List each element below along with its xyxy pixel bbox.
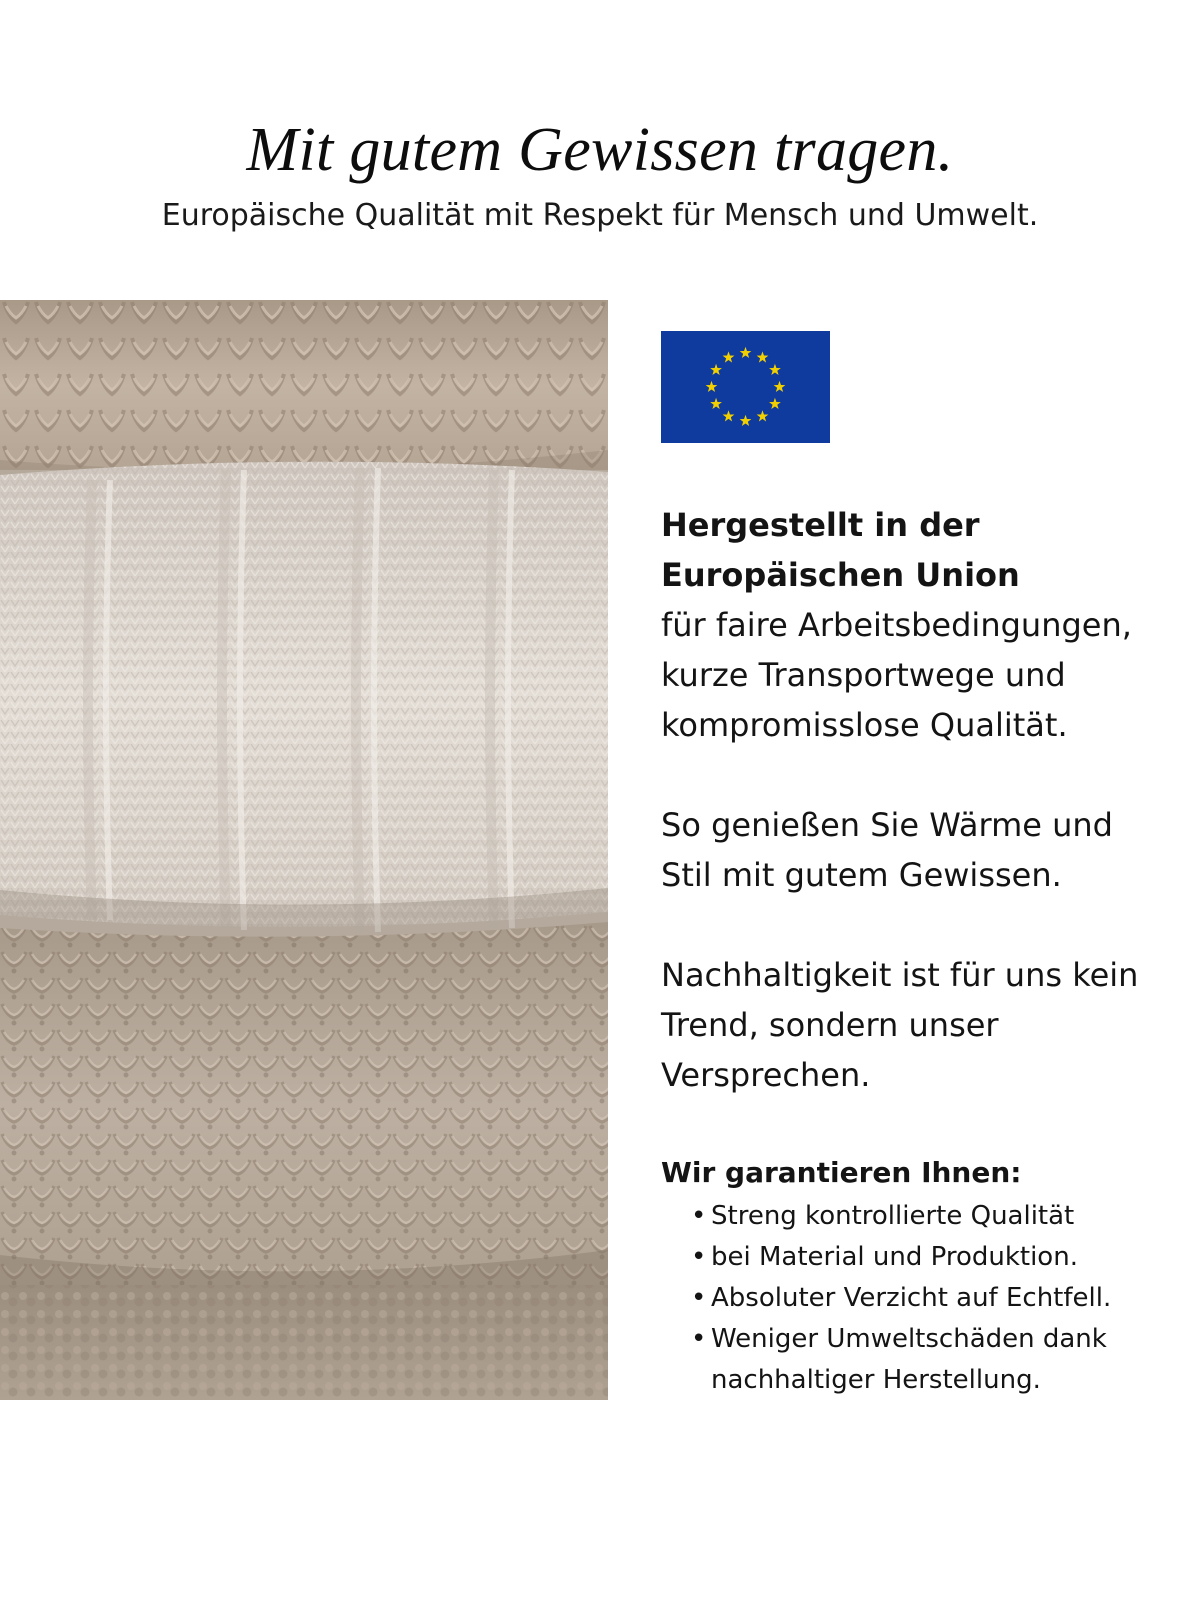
sustainability-line3: Versprechen. bbox=[661, 1056, 871, 1094]
guarantee-item bbox=[689, 1278, 1181, 1319]
warmth-paragraph bbox=[661, 800, 1181, 900]
sustainability-line2: Trend, sondern unser bbox=[661, 1006, 999, 1044]
guarantee-item bbox=[689, 1237, 1181, 1278]
headline: Mit gutem Gewissen tragen. bbox=[246, 116, 954, 184]
guarantee-list bbox=[661, 1196, 1181, 1401]
eu-flag-icon bbox=[661, 331, 830, 443]
sustainability-line1: Nachhaltigkeit ist für uns kein bbox=[661, 956, 1139, 994]
eu-body bbox=[661, 600, 1181, 750]
knit-sweater-stack-icon bbox=[0, 300, 608, 1400]
sustainability-paragraph bbox=[661, 950, 1181, 1100]
subheadline: Europäische Qualität mit Respekt für Mensch und Umwelt. bbox=[161, 198, 1039, 233]
bullet-icon: • bbox=[691, 1242, 707, 1272]
warmth-line1: So genießen Sie Wärme und bbox=[661, 806, 1113, 844]
eu-production-text bbox=[661, 500, 1181, 1100]
bullet-icon: • bbox=[691, 1283, 707, 1313]
guarantee-item-text: Absoluter Verzicht auf Echtfell. bbox=[711, 1283, 1112, 1313]
eu-body-line2: kurze Transportwege und bbox=[661, 656, 1066, 694]
guarantee-title: Wir garantieren Ihnen: bbox=[661, 1156, 1022, 1189]
guarantee-item-text: Weniger Umweltschäden dank bbox=[711, 1324, 1107, 1354]
guarantee-item-text: Streng kontrollierte Qualität bbox=[711, 1201, 1075, 1231]
knit-sweater-stack-image bbox=[0, 300, 608, 1400]
guarantee-section bbox=[661, 1152, 1181, 1401]
eu-heading-line2: Europäischen Union bbox=[661, 556, 1020, 594]
guarantee-item bbox=[689, 1196, 1181, 1237]
eu-body-line1: für faire Arbeitsbedingungen, bbox=[661, 606, 1132, 644]
eu-heading bbox=[661, 500, 1181, 600]
warmth-line2: Stil mit gutem Gewissen. bbox=[661, 856, 1062, 894]
bullet-icon: • bbox=[691, 1324, 707, 1354]
eu-body-line3: kompromisslose Qualität. bbox=[661, 706, 1068, 744]
guarantee-item bbox=[689, 1319, 1181, 1401]
guarantee-item-text: bei Material und Produktion. bbox=[711, 1242, 1078, 1272]
guarantee-item-text: nachhaltiger Herstellung. bbox=[711, 1365, 1041, 1395]
eu-heading-line1: Hergestellt in der bbox=[661, 506, 980, 544]
bullet-icon: • bbox=[691, 1201, 707, 1231]
